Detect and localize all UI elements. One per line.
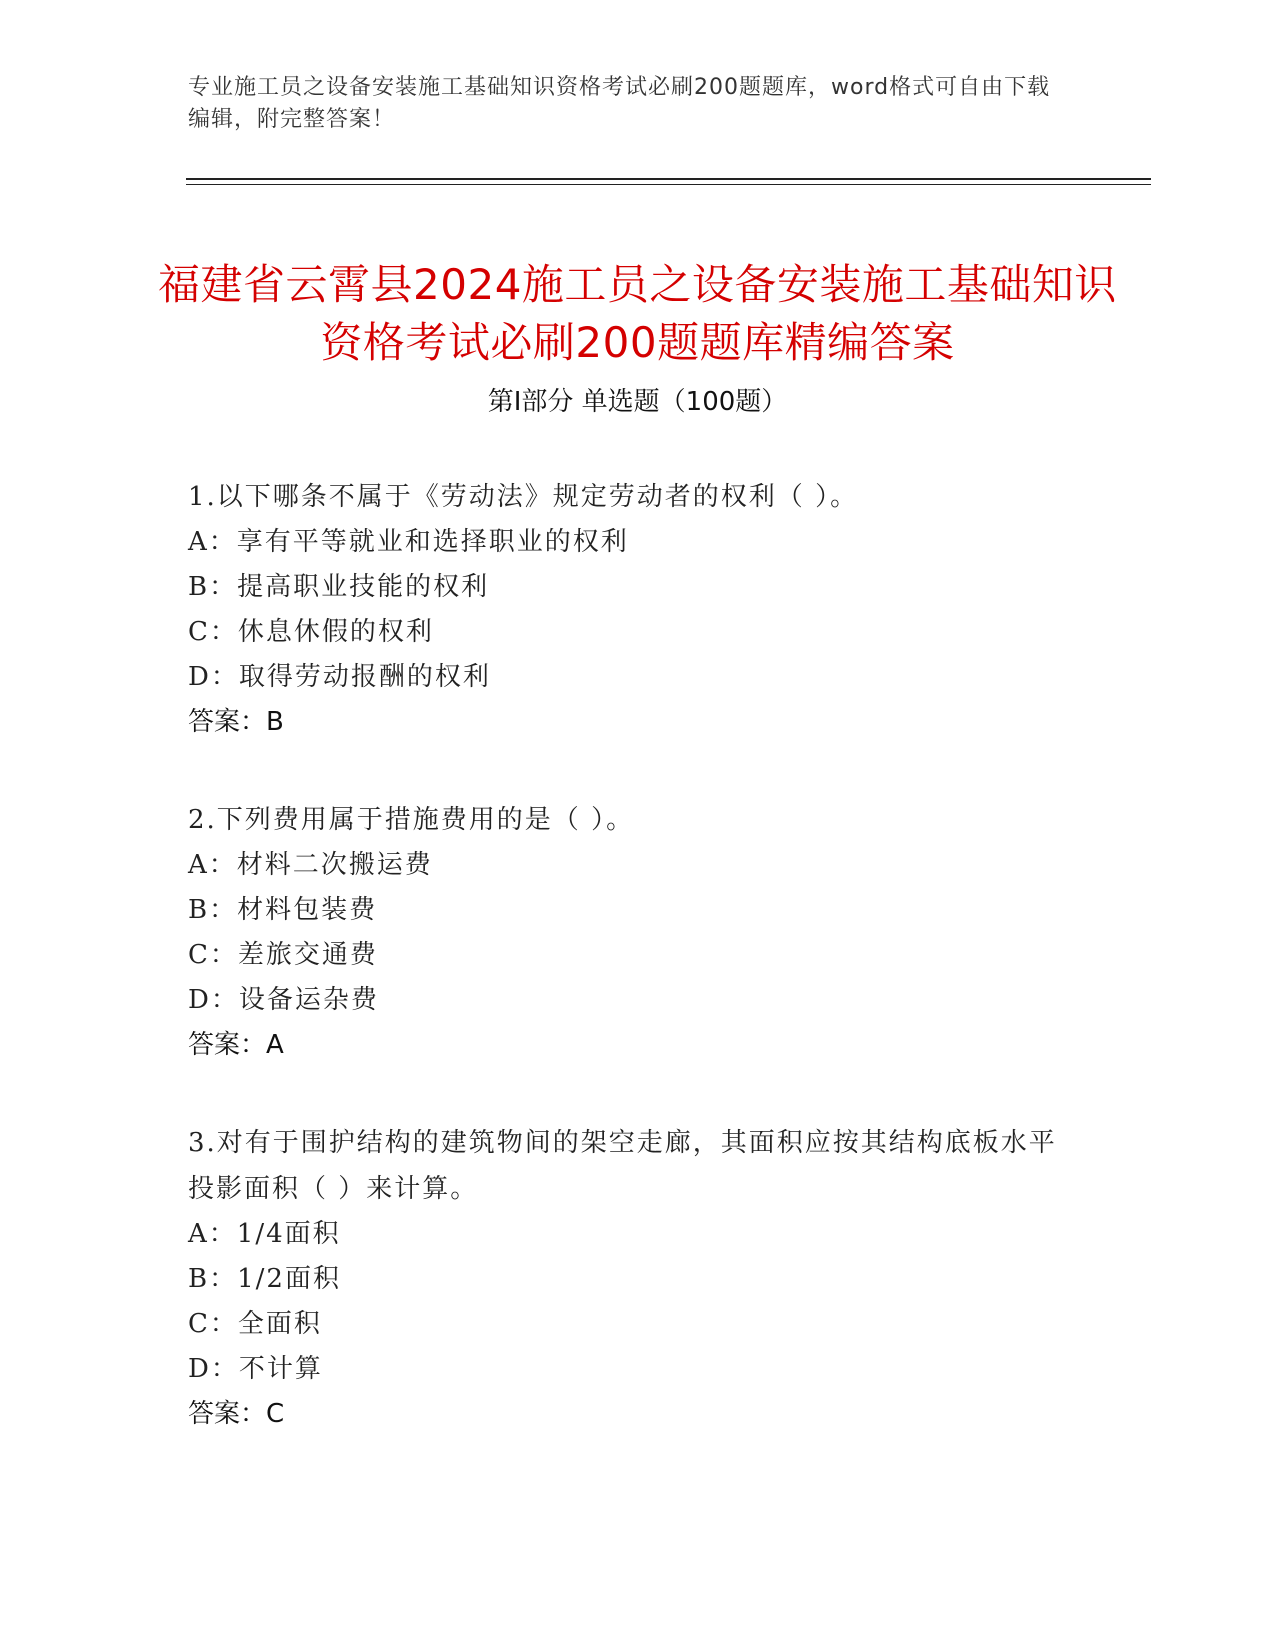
question-stem: 1.以下哪条不属于《劳动法》规定劳动者的权利（ ）。 bbox=[188, 482, 859, 512]
option-d: D：取得劳动报酬的权利 bbox=[188, 662, 491, 692]
option-b: B：1/2面积 bbox=[188, 1264, 341, 1294]
option-c: C：休息休假的权利 bbox=[188, 617, 434, 647]
answer-value: C bbox=[266, 1399, 285, 1429]
answer-value: B bbox=[266, 707, 284, 737]
option-b: B：提高职业技能的权利 bbox=[188, 572, 490, 602]
answer-value: A bbox=[266, 1030, 284, 1060]
document-title: 福建省云霄县2024施工员之设备安装施工基础知识资格考试必刷200题题库精编答案 bbox=[158, 260, 1117, 368]
answer-label: 答案： bbox=[188, 707, 267, 737]
answer-row bbox=[188, 700, 1068, 745]
option-c: C：差旅交通费 bbox=[188, 940, 378, 970]
answer-label: 答案： bbox=[188, 1030, 267, 1060]
option-a: A：1/4面积 bbox=[188, 1219, 341, 1249]
option-b: B：材料包装费 bbox=[188, 895, 378, 925]
question-stem: 2.下列费用属于措施费用的是（ ）。 bbox=[188, 805, 635, 835]
header-divider-thick bbox=[186, 178, 1151, 180]
option-c: C：全面积 bbox=[188, 1309, 322, 1339]
section-heading: 第Ⅰ部分 单选题（100题） bbox=[487, 387, 788, 417]
option-a: A：材料二次搬运费 bbox=[188, 850, 433, 880]
answer-row bbox=[188, 1023, 1068, 1068]
header-note: 专业施工员之设备安装施工基础知识资格考试必刷200题题库，word格式可自由下载编辑，附完整答案！ bbox=[188, 75, 1051, 132]
question-stem: 3.对有于围护结构的建筑物间的架空走廊，其面积应按其结构底板水平投影面积（ ）来计算。 bbox=[188, 1128, 1057, 1204]
header-divider-thin bbox=[186, 184, 1151, 185]
question-3 bbox=[188, 1120, 1068, 1437]
question-list bbox=[188, 474, 1068, 1489]
answer-row bbox=[188, 1392, 1068, 1437]
question-1 bbox=[188, 474, 1068, 745]
question-2 bbox=[188, 797, 1068, 1068]
option-d: D：不计算 bbox=[188, 1354, 323, 1384]
option-d: D：设备运杂费 bbox=[188, 985, 379, 1015]
option-a: A：享有平等就业和选择职业的权利 bbox=[188, 527, 629, 557]
answer-label: 答案： bbox=[188, 1399, 267, 1429]
